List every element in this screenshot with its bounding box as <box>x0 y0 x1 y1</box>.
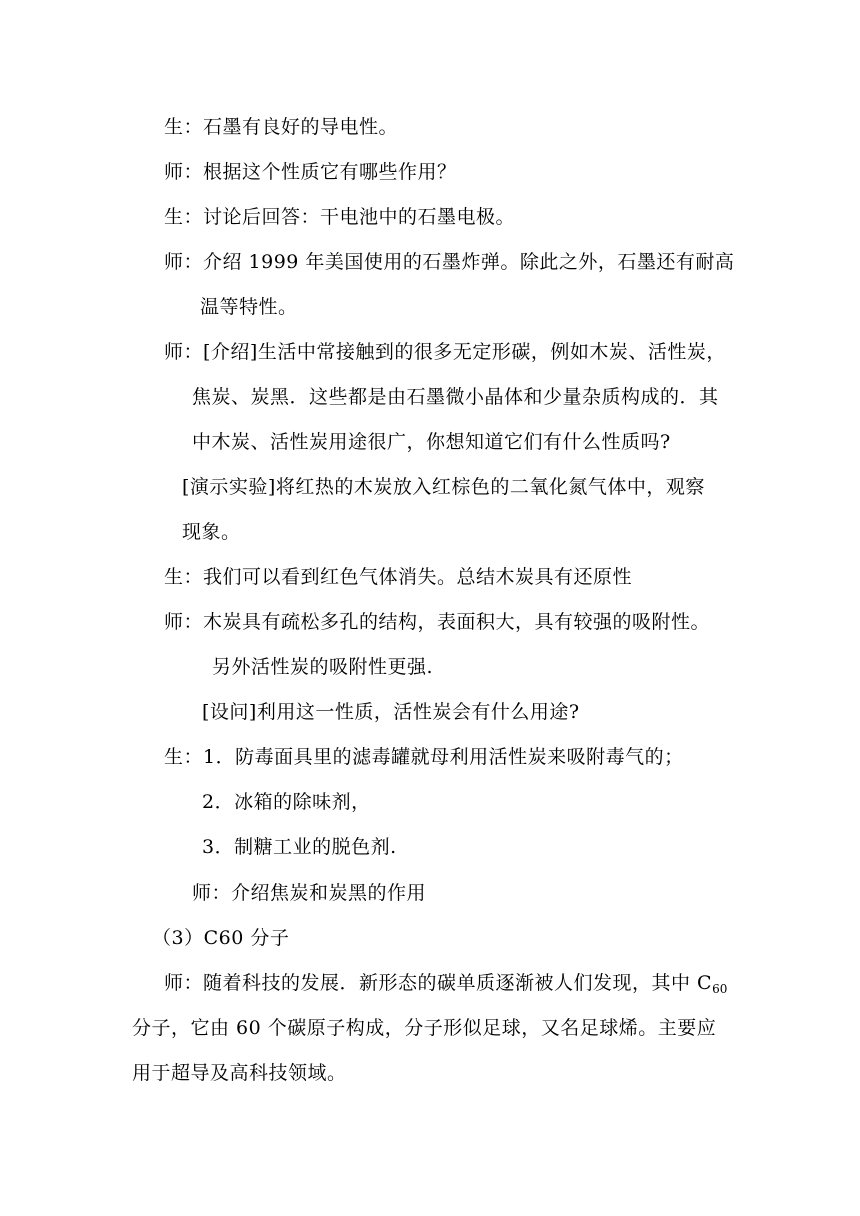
text-line-9: [演示实验]将红热的木炭放入红棕色的二氧化氮气体中，观察 <box>182 476 705 498</box>
final-paragraph-line-2: 分子，它由 60 个碳原子构成，分子形似足球，又名足球烯。主要应 <box>132 1017 717 1039</box>
text-line-6: 师：[介绍]生活中常接触到的很多无定形碳，例如木炭、活性炭， <box>164 341 726 363</box>
text-line-8: 中木炭、活性炭用途很广，你想知道它们有什么性质吗? <box>192 431 671 453</box>
text-line-17: 3．制糖工业的脱色剂. <box>202 836 397 858</box>
text-line-14: [设问]利用这一性质，活性炭会有什么用途? <box>202 701 580 723</box>
text-line-12: 师：木炭具有疏松多孔的结构，表面积大，具有较强的吸附性。 <box>164 611 711 633</box>
text-line-4: 师：介绍 1999 年美国使用的石墨炸弹。除此之外，石墨还有耐高 <box>164 251 735 273</box>
text-line-1: 生：石墨有良好的导电性。 <box>164 116 399 138</box>
final-paragraph-line-1 <box>164 971 727 1001</box>
section-heading-c60: （3）C60 分子 <box>152 927 290 949</box>
text-line-10: 现象。 <box>182 521 241 543</box>
text-line-2: 师：根据这个性质它有哪些作用？ <box>164 161 457 183</box>
text-line-5: 温等特性。 <box>200 296 298 318</box>
final-paragraph-text: 师：随着科技的发展．新形态的碳单质逐渐被人们发现，其中 C <box>164 972 713 994</box>
subscript-60: 60 <box>712 982 728 996</box>
final-paragraph-line-3: 用于超导及高科技领域。 <box>132 1062 347 1084</box>
text-line-18: 师：介绍焦炭和炭黑的作用 <box>192 882 427 904</box>
text-line-7: 焦炭、炭黑．这些都是由石墨微小晶体和少量杂质构成的．其 <box>192 386 719 408</box>
text-line-3: 生：讨论后回答：干电池中的石墨电极。 <box>164 206 516 228</box>
text-line-11: 生：我们可以看到红色气体消失。总结木炭具有还原性 <box>164 566 633 588</box>
text-line-15: 生：1．防毒面具里的滤毒罐就母利用活性炭来吸附毒气的； <box>164 746 684 768</box>
text-line-13: 另外活性炭的吸附性更强. <box>212 656 434 678</box>
text-line-16: 2．冰箱的除味剂， <box>202 791 371 813</box>
